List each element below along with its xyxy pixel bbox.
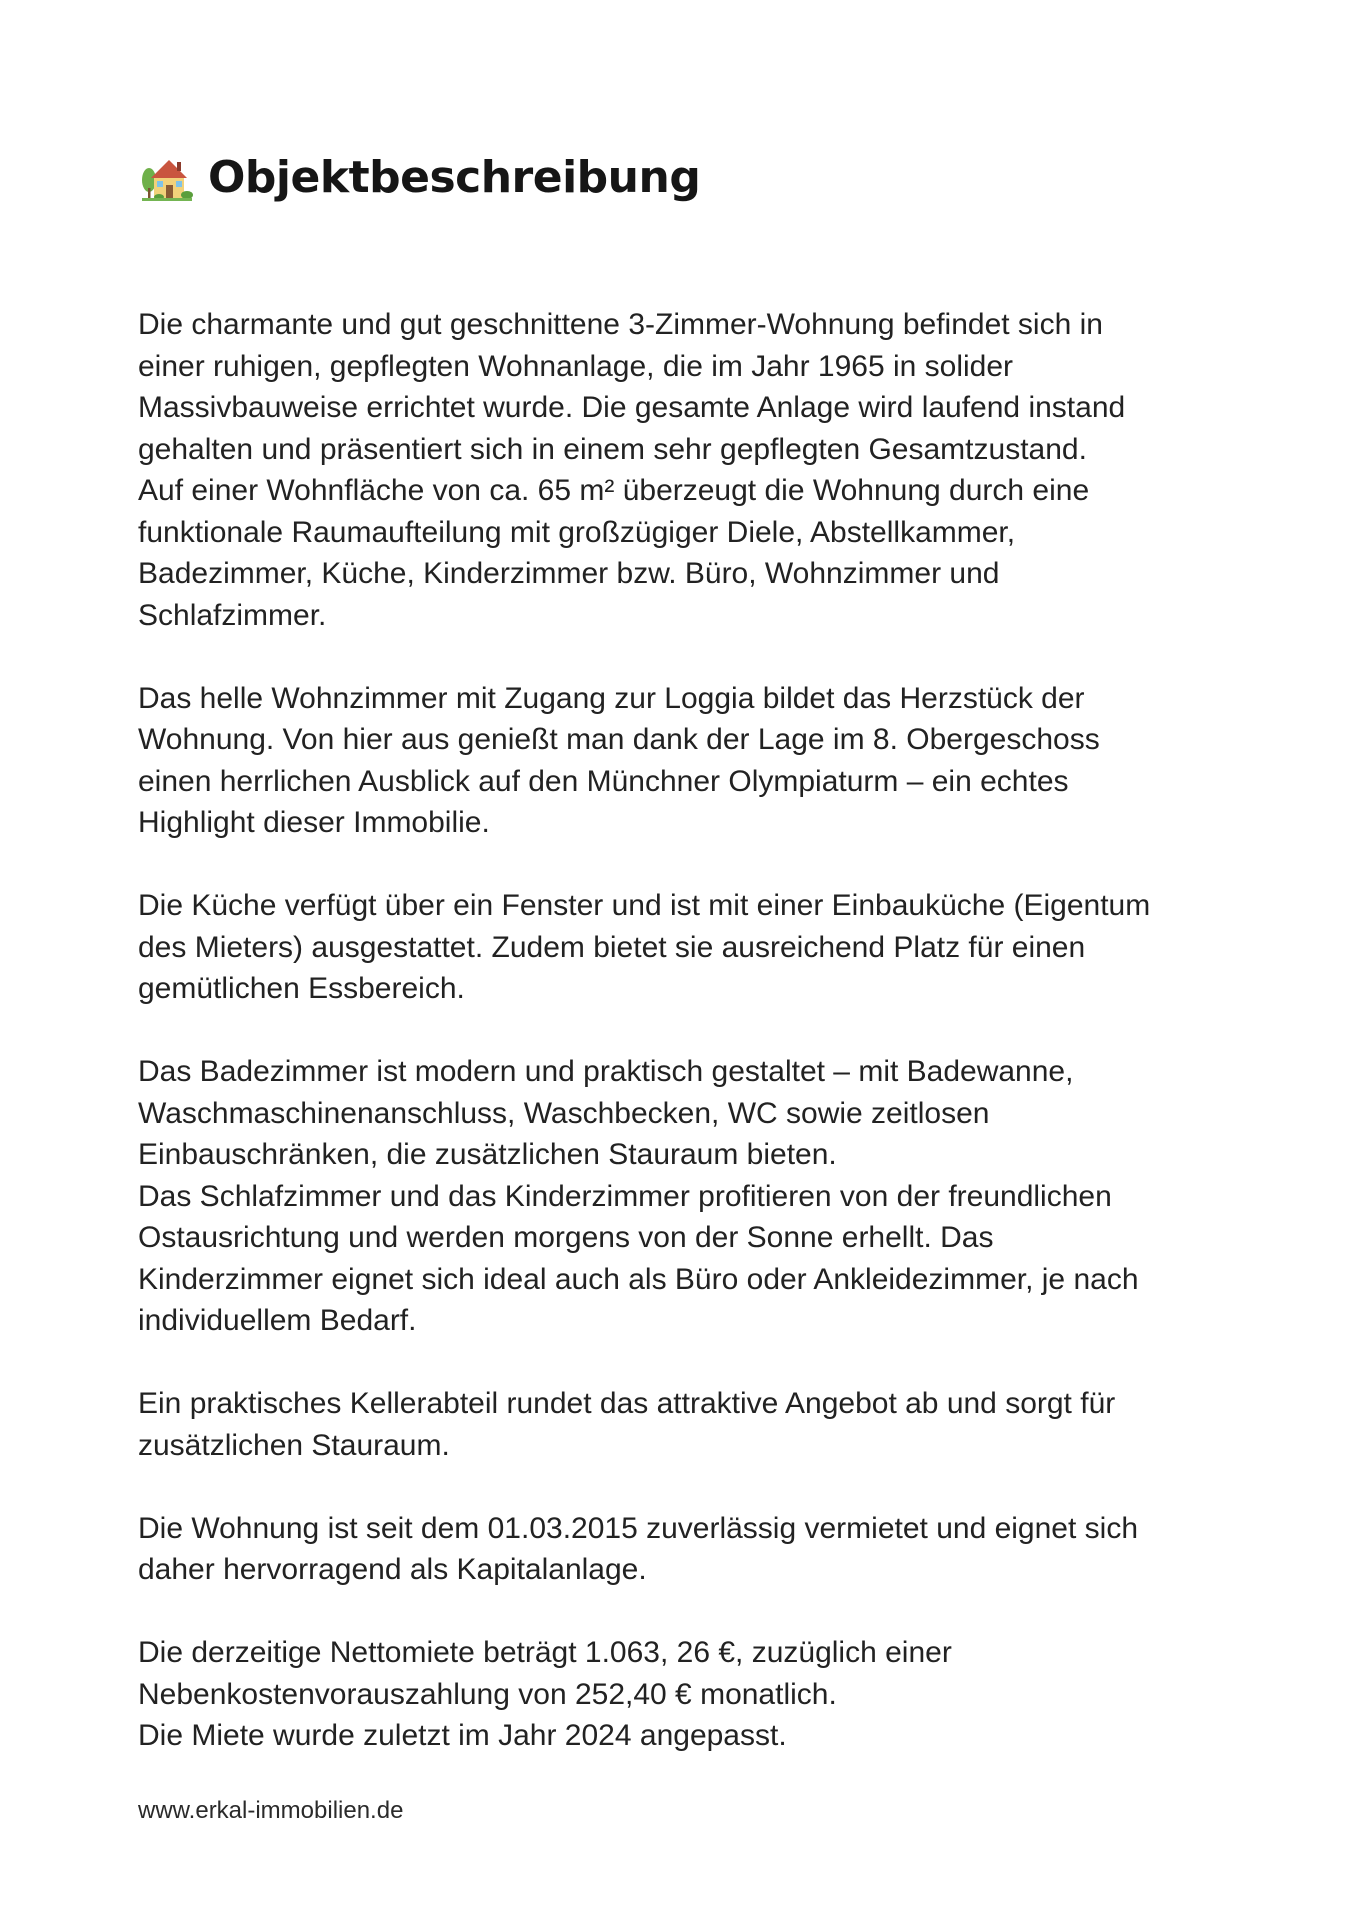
text-line: Das Badezimmer ist modern und praktisch gestaltet – mit Badewanne, (138, 1055, 1074, 1088)
text-line: gemütlichen Essbereich. (138, 972, 465, 1005)
house-with-garden-icon (140, 154, 194, 202)
text-line: Waschmaschinenanschluss, Waschbecken, WC sowie zeitlosen (138, 1096, 990, 1130)
text-line: Wohnung. Von hier aus genießt man dank der Lage im 8. Obergeschoss (138, 723, 1100, 756)
text-line: Nebenkostenvorauszahlung von 252,40 € monatlich. (138, 1677, 837, 1711)
text-line: einen herrlichen Ausblick auf den Münchner Olympiaturm – ein echtes (138, 764, 1069, 798)
text-line: Ostausrichtung und werden morgens von der Sonne erhellt. Das (138, 1221, 994, 1254)
text-line: Die Küche verfügt über ein Fenster und ist mit einer Einbauküche (Eigentum (138, 889, 1151, 922)
paragraph (138, 1632, 1268, 1757)
paragraph (138, 1051, 1268, 1342)
text-line: Ein praktisches Kellerabteil rundet das attraktive Angebot ab und sorgt für (138, 1387, 1116, 1420)
text-line: Highlight dieser Immobilie. (138, 806, 490, 839)
page-title: Objektbeschreibung (208, 152, 701, 203)
text-line: zusätzlichen Stauraum. (138, 1428, 450, 1462)
text-line: daher hervorragend als Kapitalanlage. (138, 1553, 647, 1586)
text-line: Die derzeitige Nettomiete beträgt 1.063, 26 €, zuzüglich einer (138, 1636, 952, 1669)
text-line: Einbauschränken, die zusätzlichen Stauraum bieten. (138, 1138, 837, 1171)
text-line: Massivbauweise errichtet wurde. Die gesamte Anlage wird laufend instand (138, 391, 1126, 424)
footer-website: www.erkal-immobilien.de (138, 1797, 404, 1824)
paragraph (138, 1508, 1268, 1591)
text-line: individuellem Bedarf. (138, 1304, 417, 1337)
text-line: Kinderzimmer eignet sich ideal auch als Büro oder Ankleidezimmer, je nach (138, 1262, 1139, 1296)
paragraph (138, 678, 1268, 844)
text-line: Das Schlafzimmer und das Kinderzimmer profitieren von der freundlichen (138, 1179, 1112, 1213)
text-line: des Mieters) ausgestattet. Zudem bietet sie ausreichend Platz für einen (138, 930, 1086, 964)
paragraph (138, 304, 1268, 636)
text-line: Die charmante und gut geschnittene 3-Zimmer-Wohnung befindet sich in (138, 308, 1103, 341)
paragraph (138, 1383, 1268, 1466)
text-line: Schlafzimmer. (138, 598, 327, 632)
header (140, 152, 700, 203)
text-line: einer ruhigen, gepflegten Wohnanlage, die im Jahr 1965 in solider (138, 349, 1014, 383)
text-line: Badezimmer, Küche, Kinderzimmer bzw. Büro, Wohnzimmer und (138, 557, 1000, 590)
text-line: Die Wohnung ist seit dem 01.03.2015 zuverlässig vermietet und eignet sich (138, 1511, 1139, 1545)
text-line: funktionale Raumaufteilung mit großzügiger Diele, Abstellkammer, (138, 515, 1016, 549)
paragraph (138, 885, 1268, 1010)
text-line: gehalten und präsentiert sich in einem sehr gepflegten Gesamtzustand. (138, 432, 1087, 466)
text-line: Die Miete wurde zuletzt im Jahr 2024 angepasst. (138, 1719, 787, 1752)
description-body (138, 304, 1268, 1757)
text-line: Das helle Wohnzimmer mit Zugang zur Loggia bildet das Herzstück der (138, 681, 1085, 715)
text-line: Auf einer Wohnfläche von ca. 65 m² überzeugt die Wohnung durch eine (138, 474, 1090, 507)
